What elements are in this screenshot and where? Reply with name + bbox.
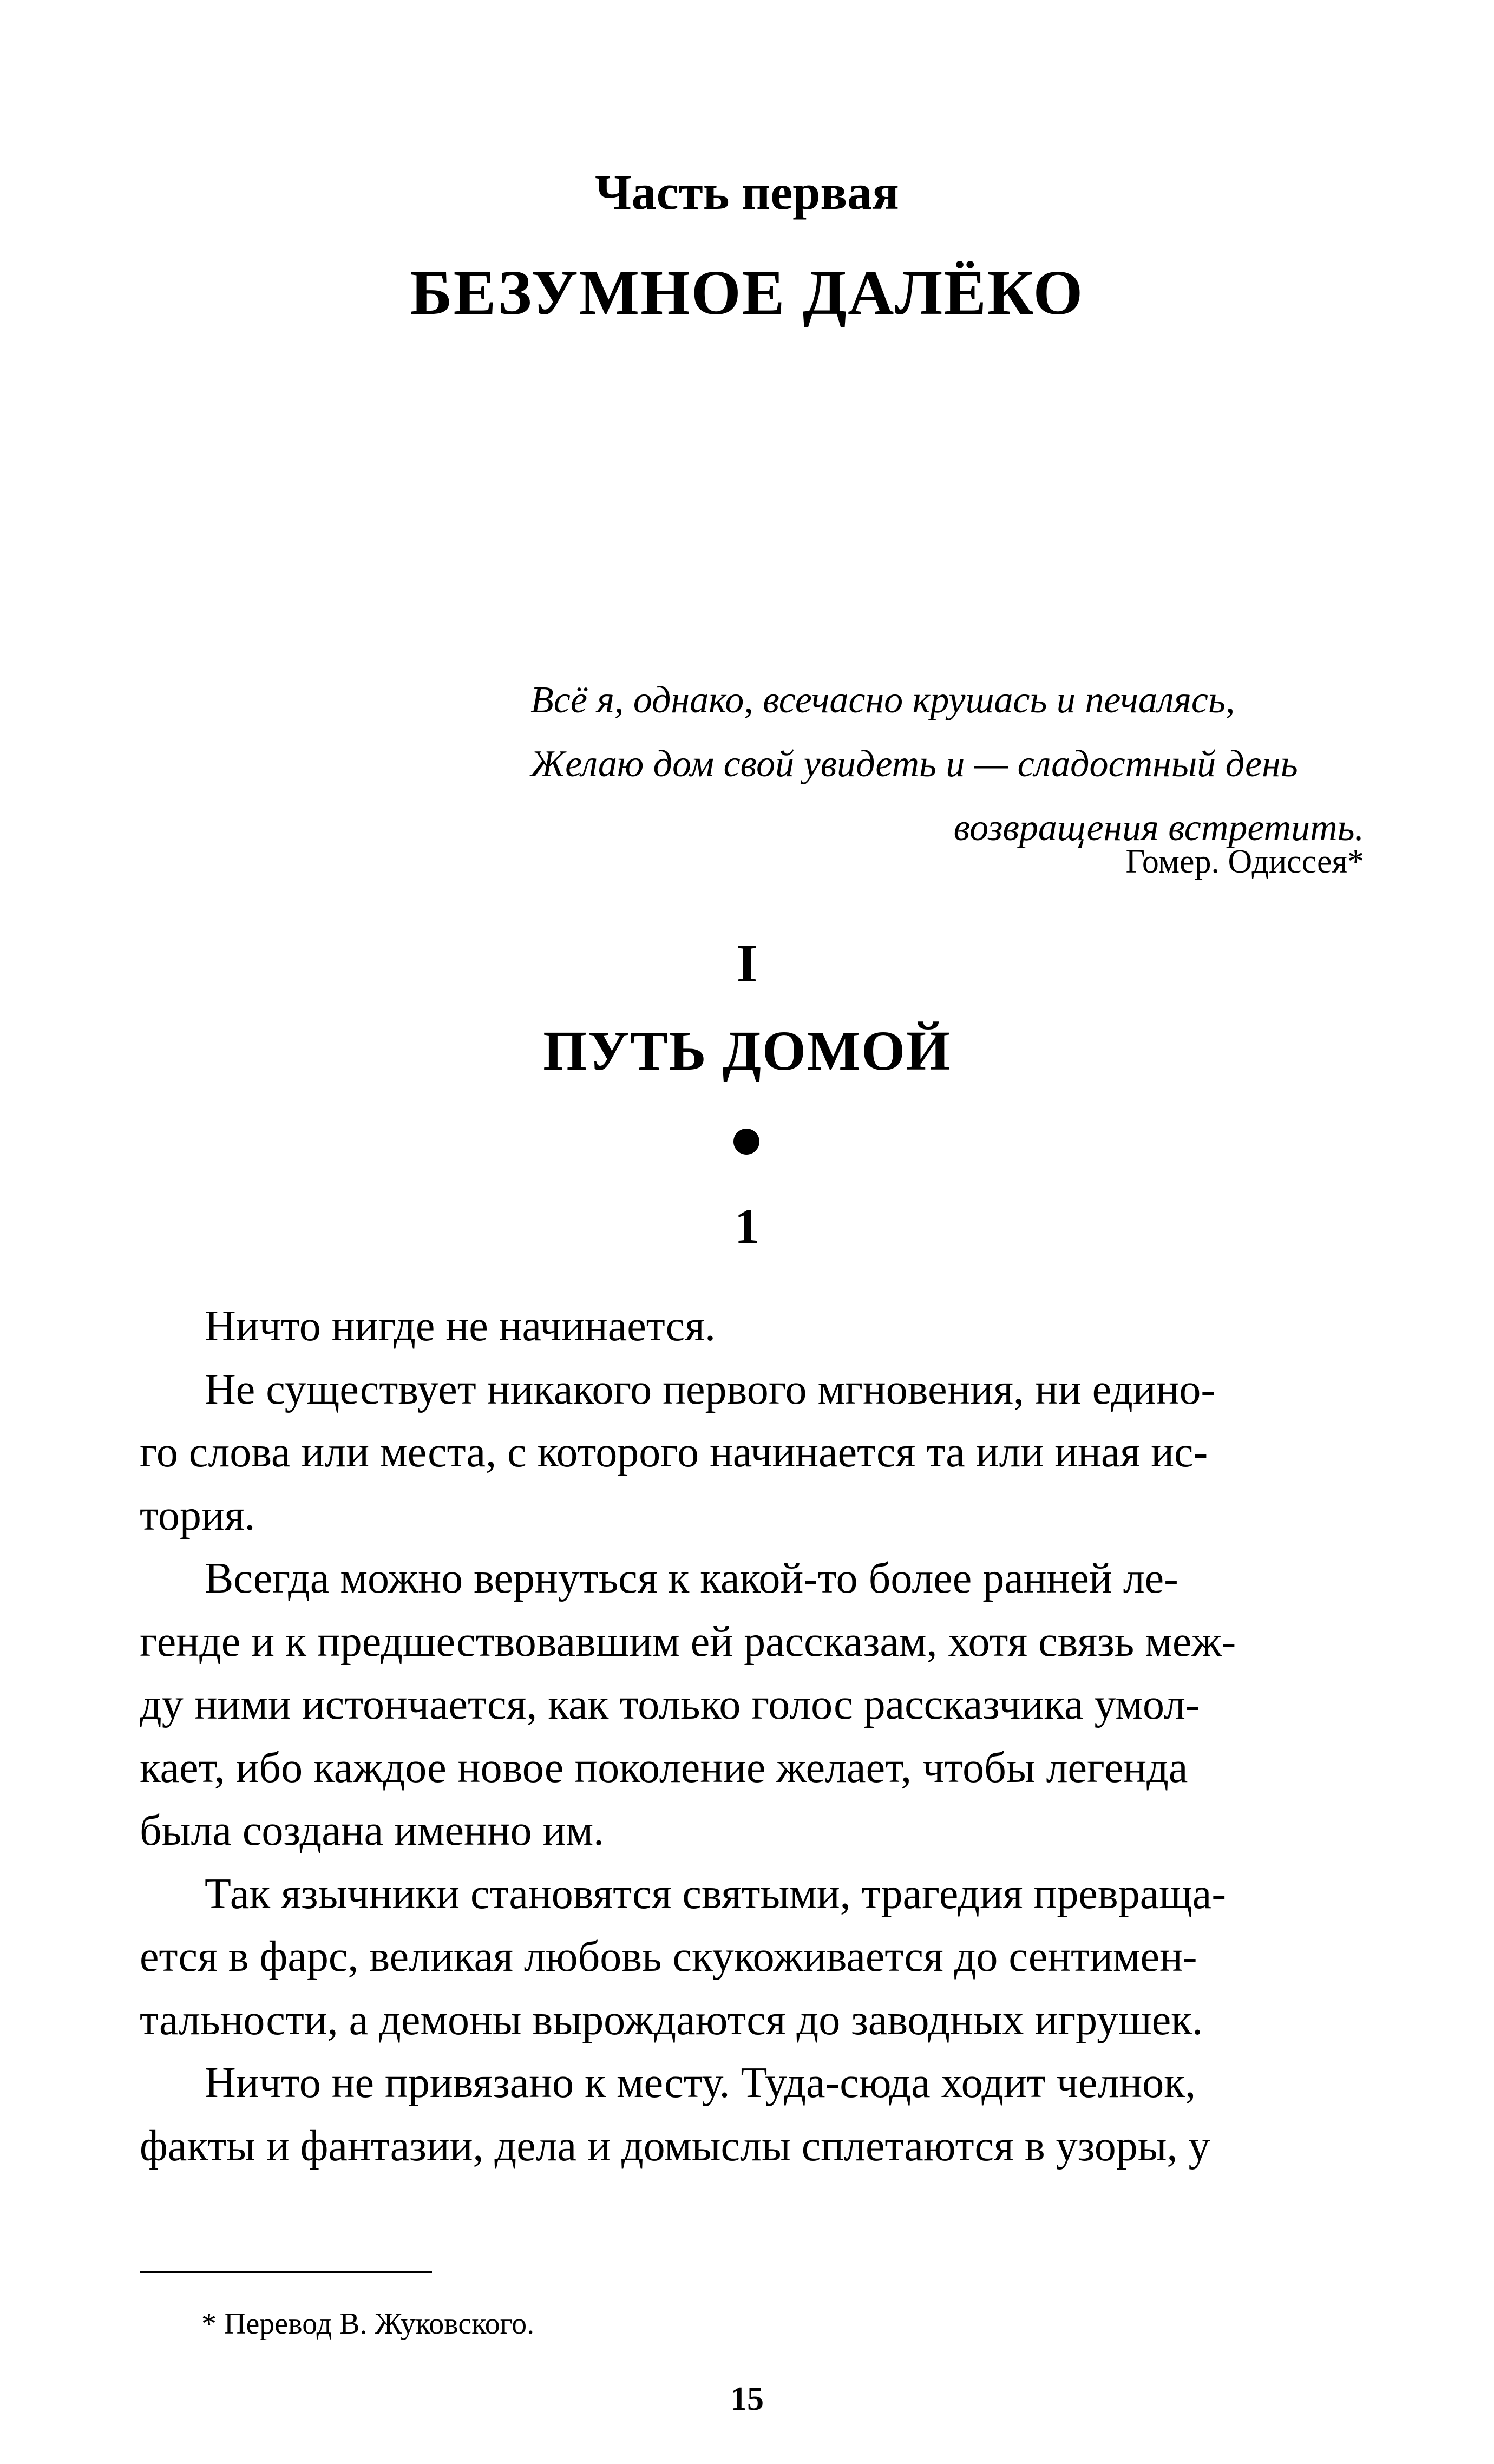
epigraph-line: возвращения встретить.: [953, 807, 1364, 849]
body-line: Так язычники становятся святыми, трагедия превраща-: [205, 1870, 1226, 1918]
body-line: Ничто не привязано к месту. Туда-сюда ходит челнок,: [205, 2059, 1196, 2107]
body-line: факты и фантазии, дела и домыслы сплетаются в узоры, у: [140, 2122, 1210, 2170]
part-title: БЕЗУМНОЕ ДАЛЁКО: [410, 257, 1084, 328]
page-number: 15: [730, 2381, 764, 2417]
body-line: го слова или места, с которого начинается та или иная ис-: [140, 1428, 1208, 1476]
body-line: Ничто нигде не начинается.: [205, 1302, 716, 1350]
body-text: [140, 1295, 1363, 2178]
epigraph-source: Гомер. Одиссея*: [1125, 843, 1364, 880]
body-line: тория.: [140, 1491, 255, 1539]
body-line: Всегда можно вернуться к какой-то более ранней ле-: [205, 1555, 1178, 1602]
footnote: * Перевод В. Жуковского.: [201, 2307, 535, 2341]
chapter-title: ПУТЬ ДОМОЙ: [543, 1020, 951, 1082]
body-line: тальности, а демоны вырождаются до заводных игрушек.: [140, 1996, 1203, 2044]
epigraph: [530, 669, 1364, 860]
epigraph-line: Всё я, однако, всечасно крушась и печалясь,: [530, 679, 1235, 721]
section-number: 1: [735, 1198, 759, 1254]
body-line: была создана именно им.: [140, 1807, 605, 1854]
section-divider-bullet-icon: [733, 1129, 759, 1155]
body-line: ду ними истончается, как только голос рассказчика умол-: [140, 1681, 1200, 1728]
body-line: кает, ибо каждое новое поколение желает, чтобы легенда: [140, 1744, 1188, 1792]
epigraph-line: Желаю дом свой увидеть и — сладостный день: [530, 743, 1298, 785]
body-line: Не существует никакого первого мгновения, ни едино-: [205, 1365, 1216, 1413]
part-label: Часть первая: [595, 165, 899, 220]
body-line: ется в фарс, великая любовь скукоживается до сентимен-: [140, 1933, 1197, 1981]
chapter-numeral: I: [736, 933, 758, 993]
footnote-separator: [140, 2271, 432, 2273]
body-line: генде и к предшествовавшим ей рассказам, хотя связь меж-: [140, 1617, 1236, 1666]
